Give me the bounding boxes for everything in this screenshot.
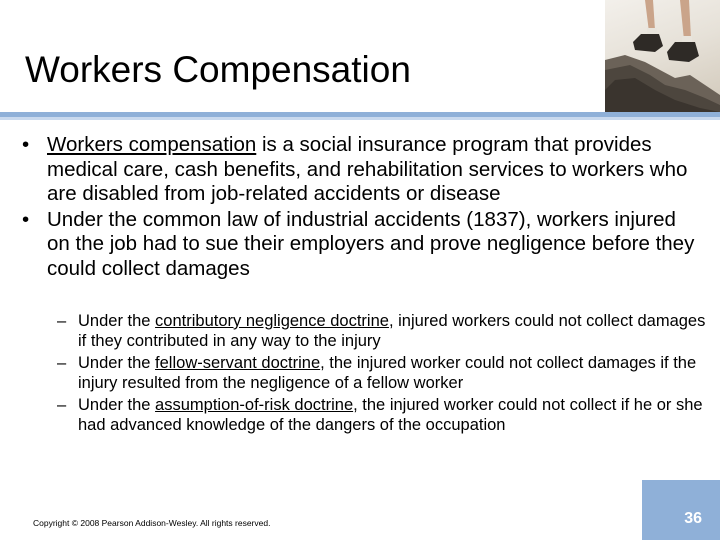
bullet-dot: • — [22, 207, 30, 231]
term-link: Workers compensation — [47, 133, 257, 156]
sub-bullet-prefix: Under the — [78, 312, 156, 330]
bullet-item — [22, 133, 702, 207]
sub-bullet-dash: – — [57, 312, 67, 330]
term-link: contributory negligence doctrine — [155, 312, 389, 330]
slide-title: Workers Compensation — [25, 49, 411, 90]
title-divider-light — [0, 117, 720, 120]
sub-bullet-prefix: Under the — [78, 354, 156, 372]
term-link: assumption-of-risk doctrine — [155, 396, 354, 414]
bullet-list — [22, 133, 702, 282]
sub-bullet-list — [57, 312, 707, 438]
page-number-box — [642, 480, 720, 540]
sub-bullet-text: , injured workers could not collect damages if they contributed in any way to the injury — [78, 312, 706, 350]
copyright-footer: Copyright © 2008 Pearson Addison-Wesley. All rights reserved. — [33, 518, 271, 528]
title-area — [0, 0, 605, 112]
bullet-text: is a social insurance program that provides medical care, cash benefits, and rehabilitation services to workers who are disabled from job-related accidents or disease — [47, 133, 688, 205]
sub-bullet-dash: – — [57, 354, 67, 372]
sub-bullet-item — [57, 396, 707, 435]
bullet-text: Under the common law of industrial accidents (1837), workers injured on the job had to sue their employers and prove negligence before they could collect damages — [47, 207, 695, 280]
sub-bullet-item — [57, 354, 707, 393]
sub-bullet-text: , the injured worker could not collect damages if the injury resulted from the negligence of a fellow worker — [78, 354, 697, 392]
sub-bullet-text: , the injured worker could not collect if he or she had advanced knowledge of the dangers of the occupation — [78, 396, 703, 434]
sub-bullet-dash: – — [57, 396, 67, 414]
hiker-photo — [605, 0, 720, 117]
bullet-dot: • — [22, 133, 30, 156]
bullet-item — [22, 208, 702, 282]
term-link: fellow-servant doctrine — [155, 354, 321, 372]
sub-bullet-prefix: Under the — [78, 396, 156, 414]
page-number: 36 — [684, 510, 702, 527]
hiker-on-rock-image — [605, 0, 720, 117]
sub-bullet-item — [57, 312, 707, 351]
